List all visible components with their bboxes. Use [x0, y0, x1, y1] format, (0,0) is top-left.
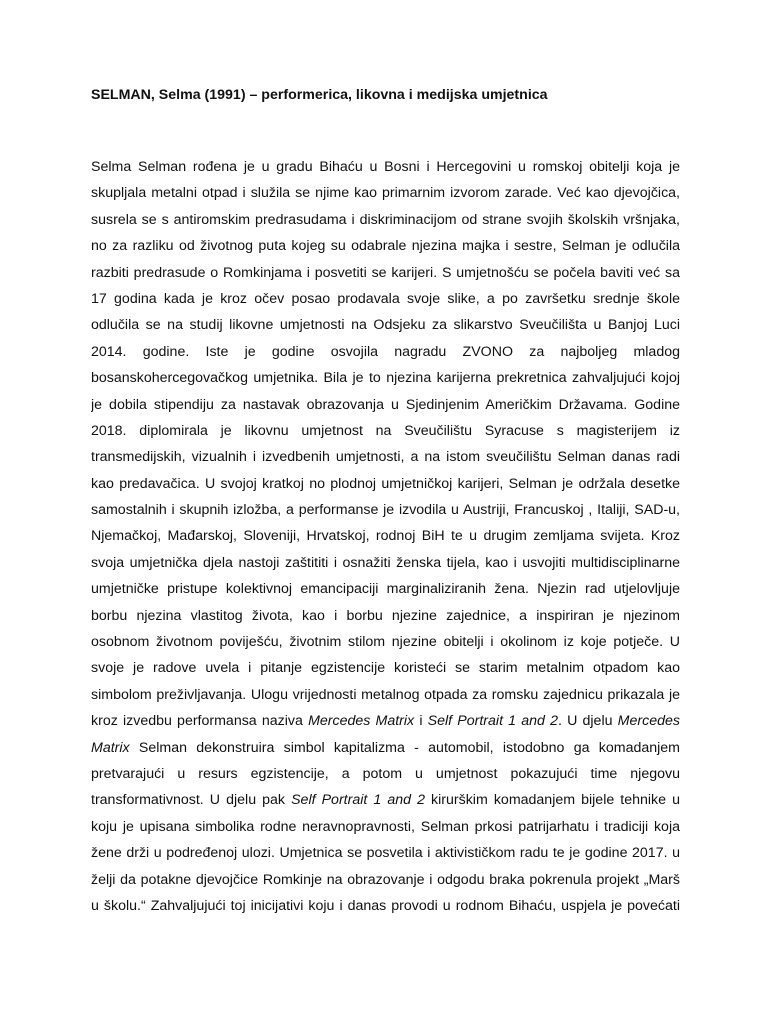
- text-segment: i: [414, 713, 428, 730]
- text-line: u školu.“ Zahvaljujući toj inicijativi koju i danas provodi u rodnom Bihaću, uspjela je povećati: [91, 897, 680, 914]
- text-line: 2014. godine. Iste je godine osvojila nagradu ZVONO za najboljeg mladog: [91, 343, 680, 360]
- text-line: Njemačkoj, Mađarskoj, Sloveniji, Hrvatskoj, rodnoj BiH te u drugim zemljama svijeta. Kroz: [91, 528, 680, 545]
- text-line: no za razliku od životnog puta kojeg su odabrale njezina majka i sestre, Selman je odlučila: [91, 238, 680, 255]
- text-line: borbu njezina vlastitog života, kao i borbu njezine zajednice, a inspiriran je njezinom: [91, 607, 680, 624]
- text-line: Selma Selman rođena je u gradu Bihaću u Bosni i Hercegovini u romskoj obitelji koja je: [91, 159, 680, 175]
- body-paragraph: [91, 154, 680, 919]
- text-segment: transformativnost. U djelu pak: [91, 792, 292, 809]
- text-segment: . U djelu: [557, 713, 618, 730]
- artwork-title: Mercedes: [617, 713, 680, 730]
- text-line: skupljala metalni otpad i služila se njime kao primarnim izvorom zarade. Već kao djevojčica,: [91, 185, 680, 202]
- text-line: bosanskohercegovačkog umjetnika. Bila je to njezina karijerna prekretnica zahvaljujući kojoj: [91, 370, 680, 387]
- text-line: razbiti predrasude o Romkinjama i posvetiti se karijeri. S umjetnošću se počela baviti već sa: [91, 264, 680, 281]
- text-line: umjetničke pristupe kolektivnoj emancipaciji marginaliziranih žena. Njezin rad utjelovljuje: [91, 581, 680, 598]
- text-line: želji da potakne djevojčice Romkinje na obrazovanje i odgodu braka pokrenula projekt „Marš: [91, 871, 680, 888]
- text-line: svoja umjetnička djela nastoji zaštititi i osnažiti ženska tijela, kao i usvojiti multidisciplinarne: [91, 554, 680, 571]
- text-line: odlučila se na studij likovne umjetnosti na Odsjeku za slikarstvo Sveučilišta u Banjoj Luci: [91, 317, 680, 334]
- artwork-title: Matrix: [91, 739, 130, 756]
- artwork-title: Self Portrait 1 and 2: [291, 792, 425, 809]
- text-line: osobnom životnom poviješću, životnim stilom njezine obitelji i okolinom iz koje potječe. U: [91, 634, 680, 651]
- text-line: žene drži u podređenoj ulozi. Umjetnica se posvetila i aktivističkom radu te je godine 2017. u: [91, 845, 680, 862]
- text-segment: kroz izvedbu performansa naziva: [91, 713, 309, 730]
- text-line: simbolom preživljavanja. Ulogu vrijednosti metalnog otpada za romsku zajednicu prikazala je: [91, 686, 680, 703]
- text-line: je dobila stipendiju za nastavak obrazovanja u Sjedinjenim Američkim Državama. Godine: [91, 396, 680, 413]
- text-line: [91, 787, 680, 813]
- text-segment: kirurškim komadanjem bijele tehnike u: [424, 792, 680, 809]
- artwork-title: Mercedes Matrix: [308, 713, 415, 730]
- text-line: [91, 735, 680, 761]
- text-line: [91, 708, 680, 734]
- document-title: SELMAN, Selma (1991) – performerica, likovna i medijska umjetnica: [91, 87, 548, 103]
- text-line: kao predavačica. U svojoj kratkoj no plodnoj umjetničkoj karijeri, Selman je održala desetke: [91, 475, 680, 492]
- text-line: 2018. diplomirala je likovnu umjetnost na Sveučilištu Syracuse s magisterijem iz: [91, 422, 680, 439]
- text-line: pretvarajući u resurs egzistencije, a potom u umjetnost pokazujući time njegovu: [91, 765, 680, 782]
- text-line: svoje je radove uvela i pitanje egzistencije koristeći se starim metalnim otpadom kao: [91, 660, 680, 677]
- artwork-title: Self Portrait 1 and 2: [427, 713, 558, 730]
- text-line: samostalnih i skupnih izložba, a performanse je izvodila u Austriji, Francuskoj , Italiji, SAD-u,: [91, 502, 680, 519]
- text-line: susrela se s antiromskim predrasudama i diskriminacijom od strane svojih školskih vršnjaka,: [91, 211, 680, 228]
- text-line: 17 godina kada je kroz očev posao prodavala svoje slike, a po završetku srednje škole: [91, 290, 680, 307]
- text-segment: Selman dekonstruira simbol kapitalizma - automobil, istodobno ga komadanjem: [129, 739, 680, 756]
- text-line: koju je upisana simbolika rodne neravnopravnosti, Selman prkosi patrijarhatu i tradiciji koja: [91, 818, 680, 835]
- text-line: transmedijskih, vizualnih i izvedbenih umjetnosti, a na istom sveučilištu Selman danas radi: [91, 449, 680, 466]
